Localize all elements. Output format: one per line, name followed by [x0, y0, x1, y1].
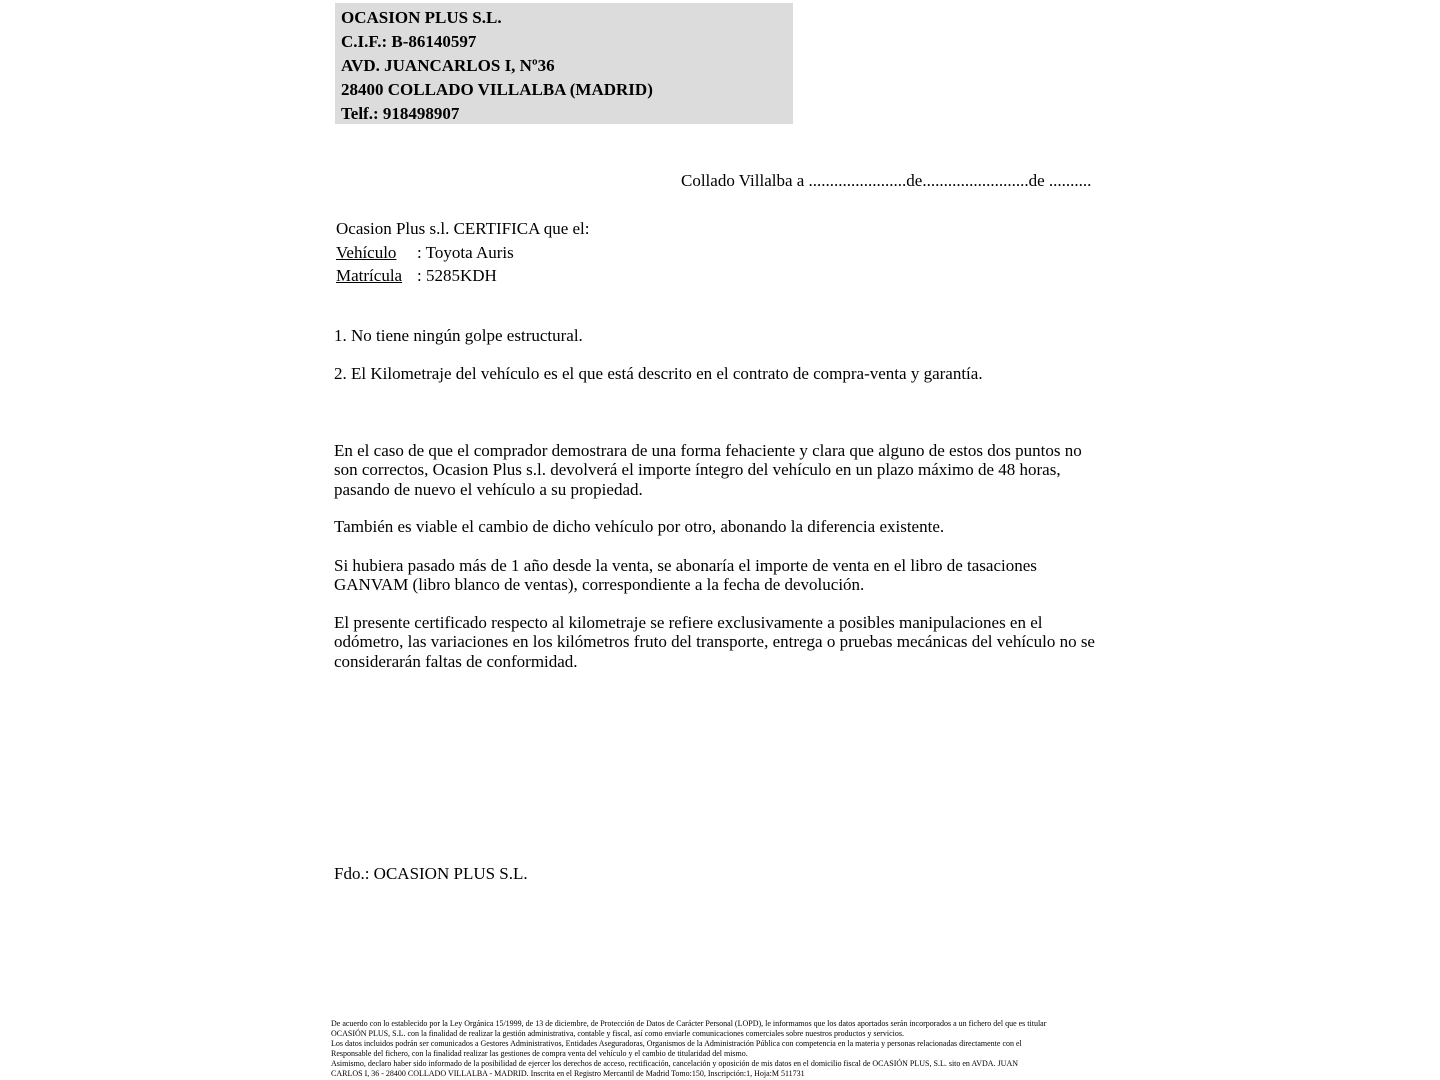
certification-intro: Ocasion Plus s.l. CERTIFICA que el:: [336, 219, 590, 238]
vehicle-field: [336, 241, 590, 265]
company-cif: C.I.F.: B-86140597: [341, 32, 477, 51]
legal-notice: [331, 1019, 1046, 1078]
point-2: 2. El Kilometraje del vehículo es el que está descrito en el contrato de compra-venta y garantía.: [334, 364, 983, 383]
plate-field: [336, 264, 590, 288]
company-phone: Telf.: 918498907: [341, 104, 460, 123]
vehicle-separator: :: [417, 242, 426, 262]
vehicle-label: Vehículo: [336, 242, 397, 262]
company-header-box: [335, 3, 793, 124]
legal-line: De acuerdo con lo establecido por la Ley Orgánica 15/1999, de 13 de diciembre, de Protección de Datos de Carácter Personal (LOPD), le informamos que los datos aportados serán incorporados a un fichero del que es titular: [331, 1019, 1047, 1028]
paragraph-odometer: El presente certificado respecto al kilometraje se refiere exclusivamente a posibles manipulaciones en el odómetro, las variaciones en los kilómetros fruto del transporte, entrega o pruebas mecánicas del vehículo no se considerarán faltas de conformidad.: [334, 613, 1095, 671]
vehicle-value: Toyota Auris: [425, 242, 514, 262]
paragraph-exchange: También es viable el cambio de dicho vehículo por otro, abonando la diferencia existente.: [334, 517, 945, 536]
signature-line: Fdo.: OCASION PLUS S.L.: [334, 864, 528, 883]
date-line: Collado Villalba a .......................de.........................de ..........: [681, 171, 1092, 190]
legal-line: Los datos incluidos podrán ser comunicados a Gestores Administrativos, Entidades Aseguradoras, Organismos de la Administración Pública con competencia en la materia y personas relacionadas directamente con el: [331, 1038, 1022, 1048]
company-address: AVD. JUANCARLOS I, Nº36: [341, 56, 555, 75]
legal-line: OCASIÓN PLUS, S.L. con la finalidad de realizar la gestión administrativa, contable y fiscal, así como enviarle comunicaciones comerciales sobre nuestros productos y servicios.: [331, 1028, 904, 1038]
legal-line: CARLOS I, 36 - 28400 COLLADO VILLALBA - MADRID. Inscrita en el Registro Mercantil de Madrid Tomo:150, Inscripción:1, Hoja:M 511731: [331, 1068, 805, 1078]
point-1: 1. No tiene ningún golpe estructural.: [334, 326, 583, 345]
legal-line: Asimismo, declaro haber sido informado de la posibilidad de ejercer los derechos de acceso, rectificación, cancelación y oposición de mis datos en el domicilio fiscal de OCASIÓN PLUS, S.L. sito en AVDA. JUAN: [331, 1058, 1019, 1068]
plate-value: 5285KDH: [425, 266, 497, 286]
company-city: 28400 COLLADO VILLALBA (MADRID): [341, 80, 653, 99]
plate-separator: :: [417, 266, 426, 286]
certification-block: [336, 217, 590, 288]
paragraph-ganvam: Si hubiera pasado más de 1 año desde la venta, se abonaría el importe de venta en el libro de tasaciones GANVAM (libro blanco de ventas), correspondiente a la fecha de devolución.: [334, 556, 1037, 595]
company-name: OCASION PLUS S.L.: [341, 8, 502, 27]
paragraph-refund: En el caso de que el comprador demostrara de una forma fehaciente y clara que alguno de estos dos puntos no son correctos, Ocasion Plus s.l. devolverá el importe íntegro del vehículo en un plazo máximo de 48 horas, pasando de nuevo el vehículo a su propiedad.: [334, 441, 1082, 499]
plate-label: Matrícula: [336, 266, 403, 286]
legal-line: Responsable del fichero, con la finalidad realizar las gestiones de compra venta del vehículo y el cambio de titularidad del mismo.: [331, 1048, 748, 1058]
